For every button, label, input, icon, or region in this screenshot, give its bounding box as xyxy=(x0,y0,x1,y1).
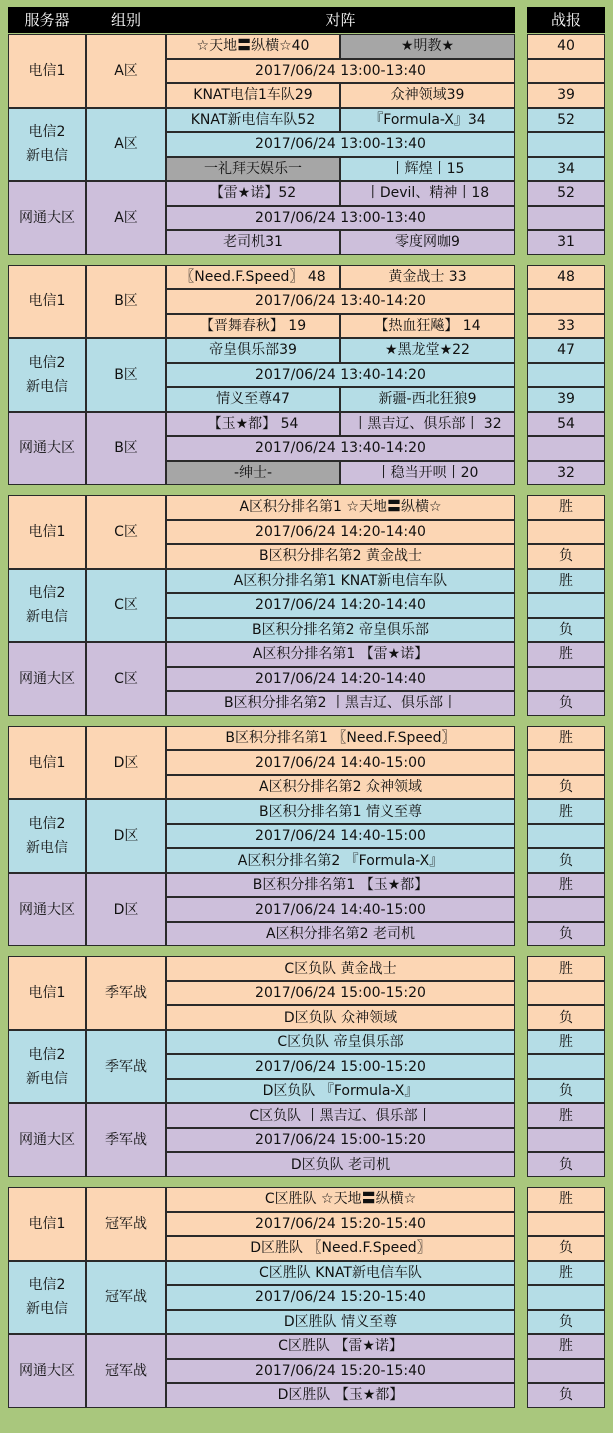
match-line: C区胜队 【雷★诺】 xyxy=(166,1334,515,1359)
team-right: 黄金战士 33 xyxy=(340,265,515,290)
group-cell: C区 xyxy=(86,495,166,569)
result-cell: 胜 xyxy=(527,726,605,751)
group-cell: 冠军战 xyxy=(86,1261,166,1335)
server-name-line: 网通大区 xyxy=(19,901,75,918)
result-cell: 负 xyxy=(527,1152,605,1177)
result-cell xyxy=(527,1054,605,1079)
server-name xyxy=(19,206,75,230)
server-name-line: 新电信 xyxy=(26,1301,68,1318)
result-cell: 48 xyxy=(527,265,605,290)
team-right: 丨辉煌丨15 xyxy=(340,157,515,182)
group-cell: A区 xyxy=(86,181,166,255)
server-cell xyxy=(8,1103,86,1177)
match-line: C区胜队 ☆天地〓纵横☆ xyxy=(166,1187,515,1212)
result-cell: 52 xyxy=(527,181,605,206)
server-cell xyxy=(8,1334,86,1408)
server-name xyxy=(26,1273,68,1321)
server-name-line: 电信2 xyxy=(28,354,66,371)
server-name-line: 电信1 xyxy=(28,754,66,771)
match-line: B区积分排名第2 帝皇俱乐部 xyxy=(166,618,515,643)
group-cell: 季军战 xyxy=(86,1103,166,1177)
result-cell xyxy=(527,289,605,314)
team-right: 『Formula-X』34 xyxy=(340,108,515,133)
group-cell: B区 xyxy=(86,265,166,339)
group-cell: B区 xyxy=(86,412,166,486)
result-cell xyxy=(527,1128,605,1153)
header-match: 对阵 xyxy=(166,7,515,33)
server-name xyxy=(29,1212,66,1236)
result-cell: 负 xyxy=(527,775,605,800)
team-right: ★明教★ xyxy=(340,34,515,59)
server-name-line: 新电信 xyxy=(26,378,68,395)
server-name xyxy=(26,1043,68,1091)
match-time: 2017/06/24 13:00-13:40 xyxy=(166,132,515,157)
team-left: -绅士- xyxy=(166,461,340,486)
result-cell: 负 xyxy=(527,618,605,643)
group-cell: 冠军战 xyxy=(86,1187,166,1261)
server-name-line: 电信1 xyxy=(28,523,66,540)
result-cell: 胜 xyxy=(527,1030,605,1055)
match-line: D区胜队 〖Need.F.Speed〗 xyxy=(166,1236,515,1261)
server-name-line: 新电信 xyxy=(26,609,68,626)
result-cell: 47 xyxy=(527,338,605,363)
group-cell: 冠军战 xyxy=(86,1334,166,1408)
match-line: A区积分排名第2 老司机 xyxy=(166,922,515,947)
team-left: KNAT电信1车队29 xyxy=(166,83,340,108)
server-name-line: 网通大区 xyxy=(19,440,75,457)
match-time: 2017/06/24 15:20-15:40 xyxy=(166,1285,515,1310)
match-line: A区积分排名第1 【雷★诺】 xyxy=(166,642,515,667)
server-name-line: 网通大区 xyxy=(19,209,75,226)
server-name-line: 电信2 xyxy=(28,1046,66,1063)
result-cell: 负 xyxy=(527,1383,605,1408)
match-time: 2017/06/24 13:40-14:20 xyxy=(166,363,515,388)
result-cell: 负 xyxy=(527,1079,605,1104)
group-cell: C区 xyxy=(86,569,166,643)
result-cell: 负 xyxy=(527,922,605,947)
group-cell: A区 xyxy=(86,108,166,182)
match-time: 2017/06/24 14:40-15:00 xyxy=(166,897,515,922)
server-name xyxy=(29,981,66,1005)
group-cell: C区 xyxy=(86,642,166,716)
team-right: 零度网咖9 xyxy=(340,230,515,255)
server-name-line: 电信1 xyxy=(28,62,66,79)
result-cell: 胜 xyxy=(527,1261,605,1286)
team-left: 【玉★都】 54 xyxy=(166,412,340,437)
server-cell xyxy=(8,1030,86,1104)
server-cell xyxy=(8,726,86,800)
server-name xyxy=(19,667,75,691)
result-cell: 31 xyxy=(527,230,605,255)
match-time: 2017/06/24 15:20-15:40 xyxy=(166,1359,515,1384)
result-cell: 负 xyxy=(527,1236,605,1261)
result-cell xyxy=(527,750,605,775)
header-result: 战报 xyxy=(527,7,605,33)
team-left: 老司机31 xyxy=(166,230,340,255)
server-cell xyxy=(8,34,86,108)
match-line: C区负队 帝皇俱乐部 xyxy=(166,1030,515,1055)
result-cell: 34 xyxy=(527,157,605,182)
team-right: 丨黑吉辽、俱乐部丨 32 xyxy=(340,412,515,437)
result-cell: 负 xyxy=(527,544,605,569)
match-line: D区负队 众神领域 xyxy=(166,1005,515,1030)
server-cell xyxy=(8,799,86,873)
result-cell: 胜 xyxy=(527,1187,605,1212)
group-cell: B区 xyxy=(86,338,166,412)
server-name xyxy=(26,120,68,168)
result-cell: 胜 xyxy=(527,495,605,520)
result-cell xyxy=(527,667,605,692)
team-left: KNAT新电信车队52 xyxy=(166,108,340,133)
header-server: 服务器 xyxy=(8,7,86,33)
server-cell xyxy=(8,1261,86,1335)
server-name xyxy=(29,59,66,83)
match-line: D区负队 老司机 xyxy=(166,1152,515,1177)
result-cell xyxy=(527,132,605,157)
match-time: 2017/06/24 15:00-15:20 xyxy=(166,1128,515,1153)
result-cell: 胜 xyxy=(527,873,605,898)
team-left: 〖Need.F.Speed〗 48 xyxy=(166,265,340,290)
group-cell: D区 xyxy=(86,799,166,873)
server-name-line: 新电信 xyxy=(26,148,68,165)
result-cell: 负 xyxy=(527,691,605,716)
result-cell xyxy=(527,593,605,618)
group-cell: 季军战 xyxy=(86,1030,166,1104)
server-name xyxy=(19,1359,75,1383)
server-cell xyxy=(8,338,86,412)
server-name-line: 新电信 xyxy=(26,840,68,857)
result-cell: 40 xyxy=(527,34,605,59)
result-cell xyxy=(527,520,605,545)
result-cell: 52 xyxy=(527,108,605,133)
team-left: ☆天地〓纵横☆40 xyxy=(166,34,340,59)
server-cell xyxy=(8,495,86,569)
match-time: 2017/06/24 13:40-14:20 xyxy=(166,289,515,314)
match-line: B区积分排名第2 丨黑吉辽、俱乐部丨 xyxy=(166,691,515,716)
match-line: A区积分排名第2 『Formula-X』 xyxy=(166,848,515,873)
match-line: D区负队 『Formula-X』 xyxy=(166,1079,515,1104)
match-time: 2017/06/24 15:20-15:40 xyxy=(166,1212,515,1237)
server-name-line: 电信1 xyxy=(28,293,66,310)
match-line: A区积分排名第1 ☆天地〓纵横☆ xyxy=(166,495,515,520)
match-line: B区积分排名第1 〖Need.F.Speed〗 xyxy=(166,726,515,751)
group-cell: D区 xyxy=(86,726,166,800)
result-cell: 54 xyxy=(527,412,605,437)
match-time: 2017/06/24 14:20-14:40 xyxy=(166,667,515,692)
result-cell: 胜 xyxy=(527,1103,605,1128)
server-name xyxy=(19,436,75,460)
server-name-line: 网通大区 xyxy=(19,1132,75,1149)
result-cell: 胜 xyxy=(527,799,605,824)
result-cell xyxy=(527,206,605,231)
server-name xyxy=(19,898,75,922)
server-name-line: 电信1 xyxy=(28,985,66,1002)
server-name-line: 电信2 xyxy=(28,124,66,141)
server-name xyxy=(29,751,66,775)
result-cell: 33 xyxy=(527,314,605,339)
result-cell: 负 xyxy=(527,1005,605,1030)
server-cell xyxy=(8,1187,86,1261)
server-name-line: 电信2 xyxy=(28,816,66,833)
result-cell: 胜 xyxy=(527,956,605,981)
team-left: 情义至尊47 xyxy=(166,387,340,412)
server-name-line: 新电信 xyxy=(26,1070,68,1087)
team-right: 【热血狂飚】 14 xyxy=(340,314,515,339)
server-cell xyxy=(8,108,86,182)
match-time: 2017/06/24 14:20-14:40 xyxy=(166,520,515,545)
team-right: 丨稳当开呗丨20 xyxy=(340,461,515,486)
header-group: 组别 xyxy=(86,7,166,33)
match-line: B区积分排名第1 情义至尊 xyxy=(166,799,515,824)
result-cell: 负 xyxy=(527,848,605,873)
result-cell xyxy=(527,363,605,388)
match-time: 2017/06/24 14:40-15:00 xyxy=(166,750,515,775)
server-cell xyxy=(8,412,86,486)
result-cell xyxy=(527,824,605,849)
server-cell xyxy=(8,956,86,1030)
server-name-line: 网通大区 xyxy=(19,1362,75,1379)
match-time: 2017/06/24 13:40-14:20 xyxy=(166,436,515,461)
result-cell: 胜 xyxy=(527,569,605,594)
server-cell xyxy=(8,642,86,716)
match-line: C区胜队 KNAT新电信车队 xyxy=(166,1261,515,1286)
server-cell xyxy=(8,181,86,255)
group-cell: A区 xyxy=(86,34,166,108)
match-line: B区积分排名第1 【玉★都】 xyxy=(166,873,515,898)
server-name-line: 电信2 xyxy=(28,1277,66,1294)
server-name xyxy=(26,581,68,629)
server-name xyxy=(29,520,66,544)
match-line: A区积分排名第1 KNAT新电信车队 xyxy=(166,569,515,594)
result-cell: 39 xyxy=(527,83,605,108)
match-line: B区积分排名第2 黄金战士 xyxy=(166,544,515,569)
server-name-line: 电信1 xyxy=(28,1215,66,1232)
server-name xyxy=(29,289,66,313)
server-name xyxy=(19,1128,75,1152)
server-cell xyxy=(8,873,86,947)
match-line: A区积分排名第2 众神领域 xyxy=(166,775,515,800)
team-right: 新疆-西北狂狼9 xyxy=(340,387,515,412)
match-time: 2017/06/24 15:00-15:20 xyxy=(166,1054,515,1079)
server-name-line: 网通大区 xyxy=(19,670,75,687)
result-cell xyxy=(527,1359,605,1384)
match-time: 2017/06/24 13:00-13:40 xyxy=(166,59,515,84)
result-cell: 32 xyxy=(527,461,605,486)
server-name xyxy=(26,351,68,399)
team-left: 【晋舞春秋】 19 xyxy=(166,314,340,339)
match-line: C区负队 黄金战士 xyxy=(166,956,515,981)
team-left: 【雷★诺】52 xyxy=(166,181,340,206)
result-cell xyxy=(527,897,605,922)
result-cell xyxy=(527,59,605,84)
match-time: 2017/06/24 13:00-13:40 xyxy=(166,206,515,231)
match-line: D区胜队 【玉★都】 xyxy=(166,1383,515,1408)
server-cell xyxy=(8,265,86,339)
result-cell: 胜 xyxy=(527,642,605,667)
group-cell: D区 xyxy=(86,873,166,947)
result-cell xyxy=(527,981,605,1006)
result-cell: 负 xyxy=(527,1310,605,1335)
group-cell: 季军战 xyxy=(86,956,166,1030)
result-cell xyxy=(527,1285,605,1310)
match-time: 2017/06/24 15:00-15:20 xyxy=(166,981,515,1006)
match-time: 2017/06/24 14:40-15:00 xyxy=(166,824,515,849)
result-cell: 胜 xyxy=(527,1334,605,1359)
match-time: 2017/06/24 14:20-14:40 xyxy=(166,593,515,618)
team-left: 一礼拜天娱乐一 xyxy=(166,157,340,182)
result-cell xyxy=(527,436,605,461)
server-cell xyxy=(8,569,86,643)
server-name-line: 电信2 xyxy=(28,585,66,602)
match-line: C区负队 丨黑吉辽、俱乐部丨 xyxy=(166,1103,515,1128)
team-right: 众神领域39 xyxy=(340,83,515,108)
server-name xyxy=(26,812,68,860)
match-line: D区胜队 情义至尊 xyxy=(166,1310,515,1335)
team-left: 帝皇俱乐部39 xyxy=(166,338,340,363)
team-right: ★黑龙堂★22 xyxy=(340,338,515,363)
result-cell: 39 xyxy=(527,387,605,412)
team-right: 丨Devil、精神丨18 xyxy=(340,181,515,206)
result-cell xyxy=(527,1212,605,1237)
